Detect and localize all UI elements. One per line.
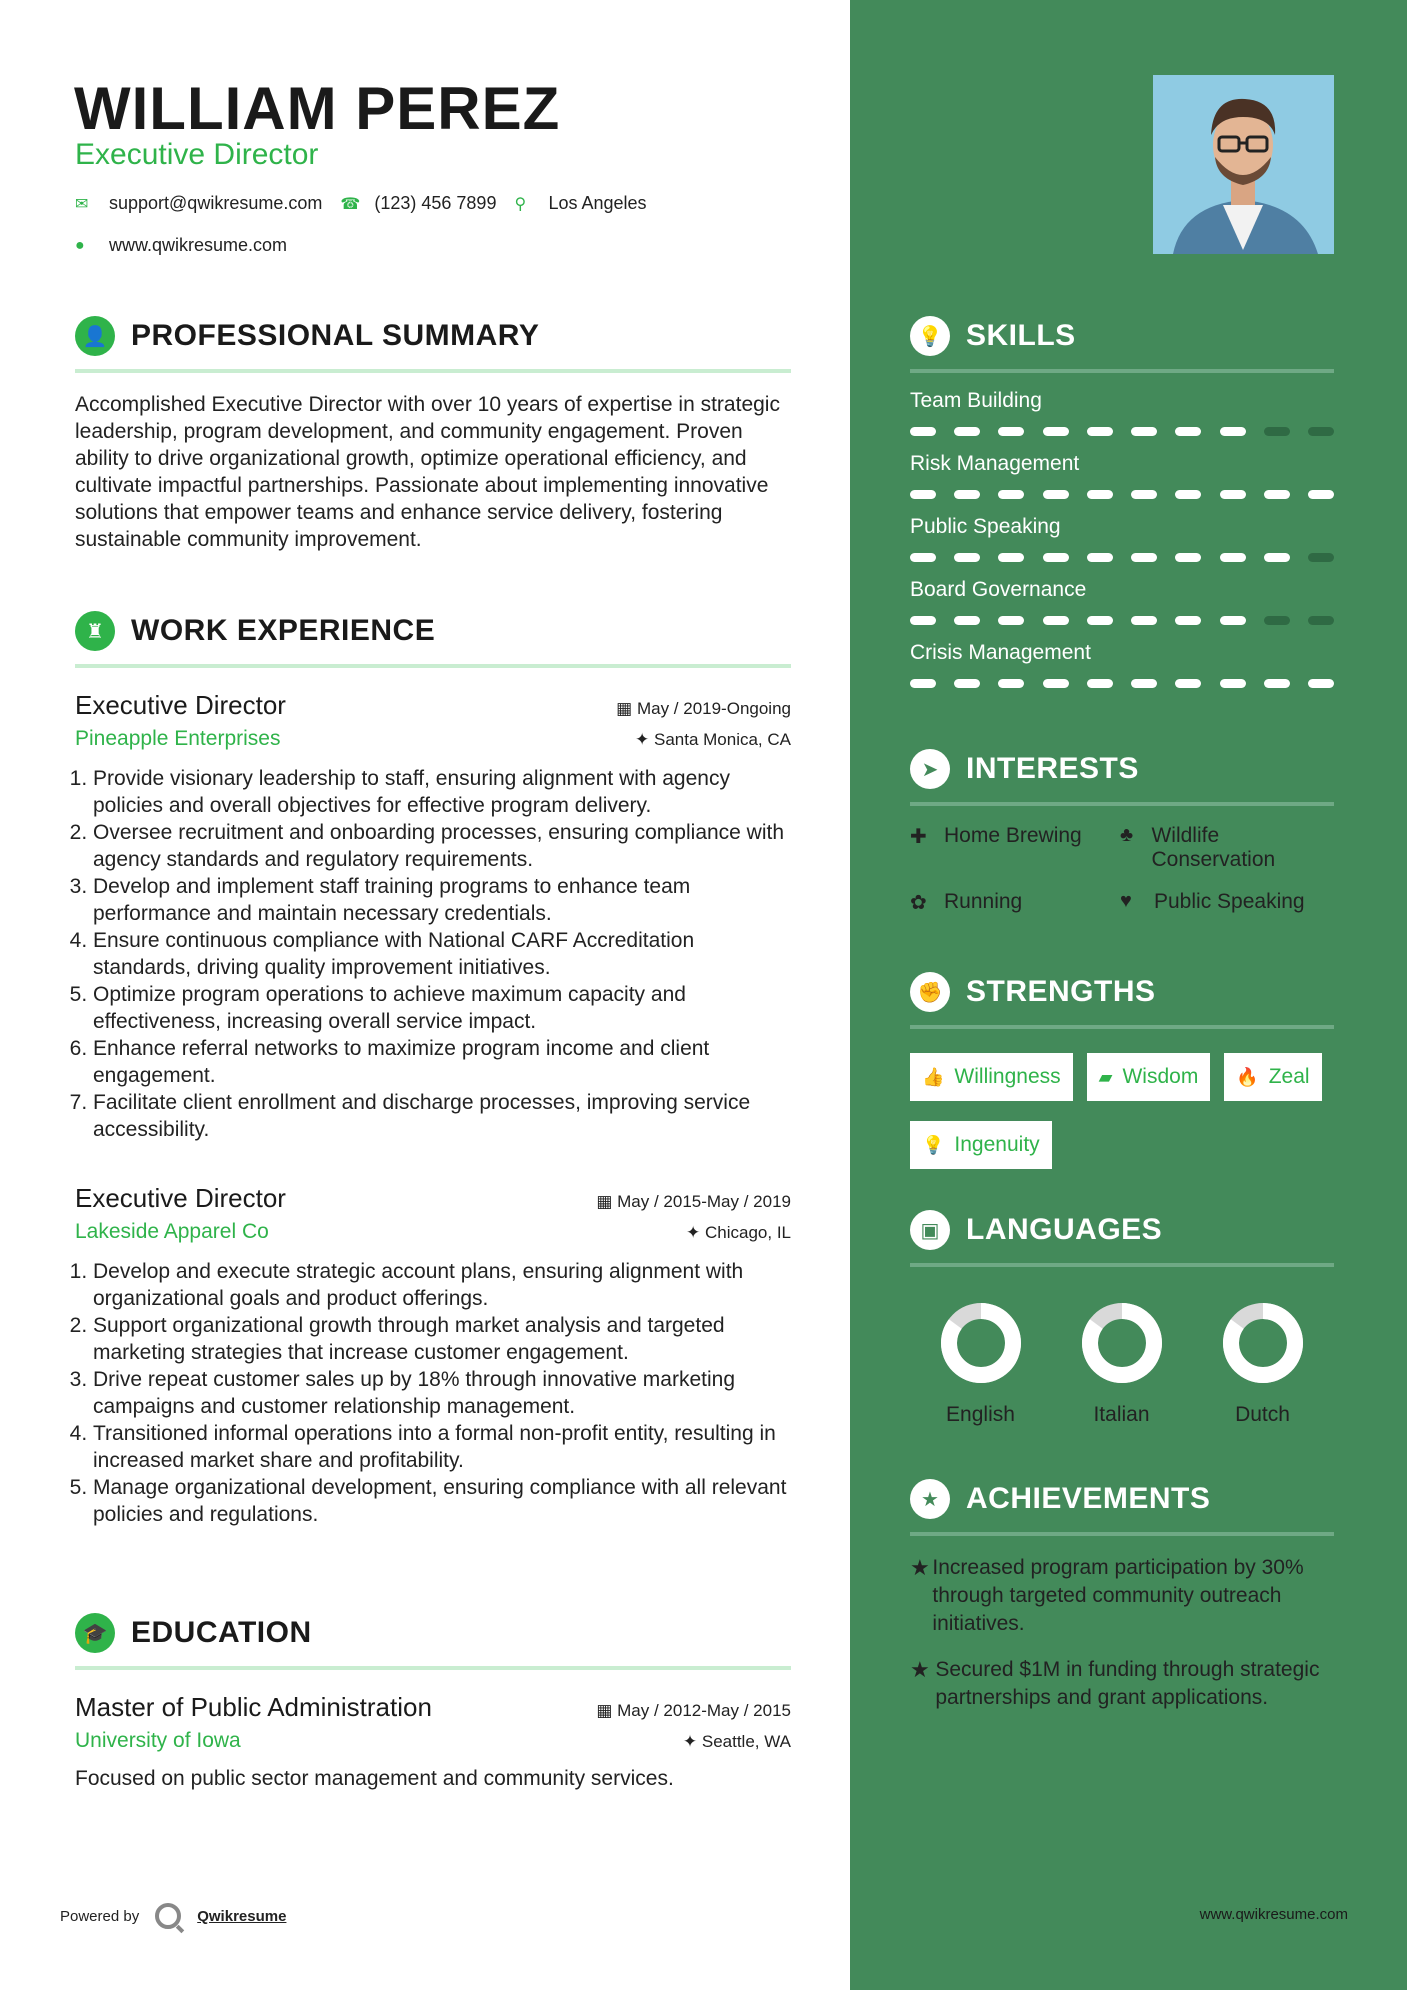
skill-item (910, 578, 1334, 625)
skill-level-segment (910, 679, 936, 688)
qwikresume-link[interactable]: Qwikresume (197, 1907, 287, 1925)
list-item: 6. Enhance referral networks to maximize program income and client engagement. (93, 1035, 791, 1089)
heartbeat-icon: ♥ (1120, 890, 1132, 912)
achievement-item: ★ Increased program participation by 30% through targeted community outreach initiatives. (910, 1554, 1334, 1638)
list-item: 3. Develop and implement staff training programs to enhance team performance and maintain necessary credentials. (93, 873, 791, 927)
skill-level-segment (1308, 490, 1334, 499)
skill-name: Public Speaking (910, 515, 1061, 538)
skill-level-segment (1087, 490, 1113, 499)
strength-chip: 💡 Ingenuity (910, 1121, 1052, 1169)
skill-level-segment (1308, 616, 1334, 625)
skill-level-segment (1043, 616, 1069, 625)
section-title: LANGUAGES (966, 1213, 1163, 1246)
list-item: 1. Provide visionary leadership to staff, ensuring alignment with agency policies and overall objectives for effective program delivery. (93, 765, 791, 819)
section-divider (910, 1025, 1334, 1029)
website-link[interactable]: www.qwikresume.com (109, 235, 288, 255)
language-name: Italian (1093, 1403, 1150, 1426)
skill-level-segment (1308, 553, 1334, 562)
skill-level-segment (1264, 616, 1290, 625)
skill-level-segment (1220, 616, 1246, 625)
job-company: Pineapple Enterprises (75, 727, 281, 750)
powered-by-label: Powered by (60, 1907, 140, 1925)
skills-section (910, 313, 1334, 688)
job-title: Executive Director (75, 1183, 286, 1213)
skill-level-segment (1087, 553, 1113, 562)
map-pin-icon: ⚲ (514, 195, 527, 213)
skill-level-segment (1131, 616, 1157, 625)
globe-icon: ● (75, 236, 85, 254)
education-location: ✦ Seattle, WA (682, 1732, 791, 1751)
skill-level-segment (910, 427, 936, 436)
degree-title: Master of Public Administration (75, 1692, 432, 1722)
location-text: Los Angeles (548, 193, 647, 213)
section-divider (75, 369, 791, 373)
skill-level-segment (1087, 616, 1113, 625)
skill-level-segment (910, 553, 936, 562)
list-item: 3. Drive repeat customer sales up by 18% through innovative marketing campaigns and customer relationship management. (93, 1366, 791, 1420)
email-link[interactable]: support@qwikresume.com (109, 193, 323, 213)
strength-chip: 👍 Willingness (910, 1053, 1073, 1101)
education-entry (75, 1692, 791, 1791)
section-divider (75, 1666, 791, 1670)
skill-level-segment (1308, 427, 1334, 436)
language-item (1051, 1301, 1192, 1427)
skill-level-segment (1264, 490, 1290, 499)
puzzle-icon: ✚ (910, 826, 927, 848)
summary-section (75, 313, 791, 553)
skill-level-segment (1220, 427, 1246, 436)
pin-icon: ✦ (635, 730, 654, 749)
education-section (75, 1610, 791, 1791)
language-icon: ▣ (910, 1210, 950, 1250)
skill-level-bar (910, 490, 1334, 499)
skill-level-segment (998, 427, 1024, 436)
paw-icon: ✿ (910, 892, 927, 914)
interest-item: ♥ Public Speaking (1120, 890, 1305, 913)
list-item: 7. Facilitate client enrollment and discharge processes, improving service accessibility. (93, 1089, 791, 1143)
office-chair-icon: ♜ (75, 611, 115, 651)
section-title: SKILLS (966, 319, 1076, 352)
language-name: Dutch (1235, 1403, 1290, 1426)
skill-level-segment (1175, 679, 1201, 688)
candidate-role: Executive Director (75, 138, 319, 171)
achievements-section (910, 1476, 1334, 1712)
list-item: 4. Transitioned informal operations into a formal non-profit entity, resulting in increased market share and profitability. (93, 1420, 791, 1474)
section-title: ACHIEVEMENTS (966, 1482, 1211, 1515)
education-description: Focused on public sector management and community services. (75, 1767, 674, 1790)
avatar (1153, 75, 1334, 254)
section-title: WORK EXPERIENCE (131, 614, 436, 647)
list-item: 4. Ensure continuous compliance with National CARF Accreditation standards, driving quality improvement initiatives. (93, 927, 791, 981)
envelope-icon: ✉ (75, 195, 89, 213)
language-level-ring (1080, 1301, 1164, 1385)
skill-level-segment (998, 616, 1024, 625)
job-company: Lakeside Apparel Co (75, 1220, 269, 1243)
fire-icon: 🔥 (1236, 1066, 1259, 1087)
interest-item: ♣ Wildlife Conservation (1120, 824, 1276, 871)
section-title: STRENGTHS (966, 975, 1156, 1008)
interest-item: ✿ Running (910, 890, 1023, 914)
skill-level-segment (1220, 679, 1246, 688)
skill-level-segment (998, 553, 1024, 562)
skill-level-segment (954, 553, 980, 562)
languages-list (910, 1301, 1334, 1427)
skill-level-bar (910, 553, 1334, 562)
skill-level-segment (1220, 553, 1246, 562)
strength-chip: 🔥 Zeal (1224, 1053, 1321, 1101)
skill-level-segment (998, 679, 1024, 688)
job-entry (75, 1183, 791, 1528)
language-level-ring (1221, 1301, 1305, 1385)
skill-level-segment (910, 490, 936, 499)
lightbulb-icon: 💡 (910, 316, 950, 356)
achievement-item: ★ Secured $1M in funding through strategic partnerships and grant applications. (910, 1656, 1334, 1712)
shooting-star-icon: ★ (910, 1555, 930, 1580)
skill-level-segment (1220, 490, 1246, 499)
star-icon: ★ (910, 1479, 950, 1519)
language-item (1192, 1301, 1333, 1427)
calendar-icon: ▦ (596, 1192, 618, 1211)
phone-icon: ☎ (340, 195, 361, 213)
strength-chip: ▰ Wisdom (1087, 1053, 1211, 1101)
skill-level-bar (910, 616, 1334, 625)
skill-level-segment (1175, 553, 1201, 562)
section-divider (910, 369, 1334, 373)
thumbs-up-icon: 👍 (922, 1066, 945, 1087)
book-icon: ▰ (1098, 1066, 1113, 1087)
skill-level-segment (954, 427, 980, 436)
skill-level-segment (1175, 427, 1201, 436)
job-bullets (75, 765, 791, 1143)
language-name: English (946, 1403, 1015, 1426)
skill-level-segment (1264, 427, 1290, 436)
skill-level-segment (1043, 490, 1069, 499)
skill-level-segment (1175, 616, 1201, 625)
language-level-ring (939, 1301, 1023, 1385)
skill-level-segment (1043, 553, 1069, 562)
tree-icon: ♣ (1120, 824, 1134, 846)
summary-text: Accomplished Executive Director with over 10 years of expertise in strategic leadership, program development, and community engagement. Proven ability to drive organizational growth, optimize operational efficiency, and cultivate impactful partnerships. Passionate about implementing innovative solutions that empower teams and enhance service delivery, fostering sustainable community improvement. (75, 393, 780, 551)
contact-row (75, 193, 647, 214)
shooting-star-icon: ★ (910, 1657, 930, 1682)
footer-website[interactable]: www.qwikresume.com (1199, 1906, 1348, 1923)
skill-level-segment (910, 616, 936, 625)
skill-level-segment (954, 490, 980, 499)
job-location: ✦ Santa Monica, CA (635, 730, 791, 749)
section-title: EDUCATION (131, 1616, 312, 1649)
section-title: INTERESTS (966, 752, 1139, 785)
candidate-name: WILLIAM PEREZ (74, 75, 561, 142)
interests-section (910, 746, 1334, 915)
languages-section (910, 1207, 1334, 1427)
skill-level-segment (954, 616, 980, 625)
pin-icon: ✦ (682, 1732, 702, 1751)
skill-item (910, 389, 1334, 436)
language-item (910, 1301, 1051, 1427)
strengths-section (910, 969, 1334, 1169)
section-divider (910, 1532, 1334, 1536)
skill-level-bar (910, 427, 1334, 436)
website-row (75, 235, 287, 256)
skill-item (910, 515, 1334, 562)
skill-level-segment (1131, 490, 1157, 499)
skills-list (910, 389, 1334, 688)
skill-level-bar (910, 679, 1334, 688)
job-date: ▦ May / 2019-Ongoing (616, 699, 791, 718)
lightbulb-icon: 💡 (922, 1134, 945, 1155)
profile-photo (1153, 75, 1334, 254)
skill-level-segment (1087, 679, 1113, 688)
list-item: 5. Optimize program operations to achieve maximum capacity and effectiveness, increasing overall service impact. (93, 981, 791, 1035)
skill-level-segment (1131, 679, 1157, 688)
pin-icon: ✦ (686, 1223, 705, 1242)
list-item: 1. Develop and execute strategic account plans, ensuring alignment with organizational goals and product offerings. (93, 1258, 791, 1312)
skill-level-segment (1087, 427, 1113, 436)
skill-level-segment (1264, 553, 1290, 562)
job-location: ✦ Chicago, IL (686, 1223, 791, 1242)
list-item: 2. Oversee recruitment and onboarding processes, ensuring compliance with agency standards and regulatory requirements. (93, 819, 791, 873)
experience-section (75, 608, 791, 1528)
section-title: PROFESSIONAL SUMMARY (131, 319, 540, 352)
phone-text: (123) 456 7899 (374, 193, 497, 213)
section-divider (910, 1263, 1334, 1267)
interest-item: ✚ Home Brewing (910, 824, 1082, 848)
section-divider (75, 664, 791, 668)
graduation-icon: 🎓 (75, 1613, 115, 1653)
calendar-icon: ▦ (596, 1701, 618, 1720)
fist-icon: ✊ (910, 972, 950, 1012)
powered-by (60, 1903, 286, 1929)
user-icon: 👤 (75, 316, 115, 356)
skill-name: Risk Management (910, 452, 1080, 475)
skill-level-segment (1308, 679, 1334, 688)
paper-plane-icon: ➤ (910, 749, 950, 789)
education-date: ▦ May / 2012-May / 2015 (596, 1701, 791, 1720)
job-date: ▦ May / 2015-May / 2019 (596, 1192, 791, 1211)
skill-level-segment (998, 490, 1024, 499)
skill-name: Team Building (910, 389, 1042, 412)
calendar-icon: ▦ (616, 699, 637, 718)
qwikresume-logo-icon (155, 1903, 181, 1929)
list-item: 5. Manage organizational development, ensuring compliance with all relevant policies and regulations. (93, 1474, 791, 1528)
skill-level-segment (1175, 490, 1201, 499)
skill-item (910, 641, 1334, 688)
skill-name: Crisis Management (910, 641, 1091, 664)
skill-item (910, 452, 1334, 499)
skill-level-segment (1131, 427, 1157, 436)
skill-level-segment (1264, 679, 1290, 688)
job-bullets (75, 1258, 791, 1528)
school-name: University of Iowa (75, 1729, 241, 1752)
skill-level-segment (1131, 553, 1157, 562)
skill-level-segment (1043, 427, 1069, 436)
skill-name: Board Governance (910, 578, 1087, 601)
job-title: Executive Director (75, 690, 286, 720)
job-entry (75, 690, 791, 1143)
skill-level-segment (954, 679, 980, 688)
skill-level-segment (1043, 679, 1069, 688)
section-divider (910, 802, 1334, 806)
list-item: 2. Support organizational growth through market analysis and targeted marketing strategies that increase customer engagement. (93, 1312, 791, 1366)
